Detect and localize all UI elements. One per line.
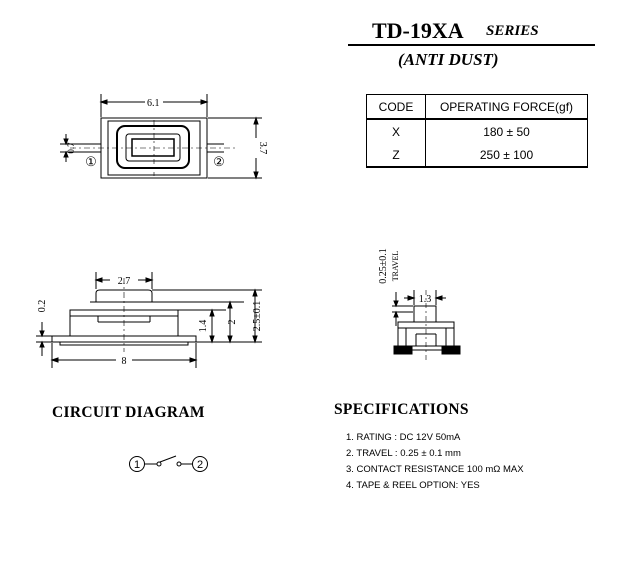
base-thickness-label: 0.2 bbox=[37, 299, 48, 313]
switch-symbol bbox=[130, 456, 208, 472]
top-height-label-side: 2 bbox=[227, 319, 238, 325]
travel-value-label: 0.25±0.1 bbox=[378, 248, 389, 284]
lead-width-label: 0.7 bbox=[66, 142, 76, 154]
travel-word-label: TRAVEL bbox=[391, 250, 400, 282]
subtitle-anti-dust: (ANTI DUST) bbox=[398, 50, 499, 69]
top-height-label: 3.7 bbox=[257, 141, 268, 155]
column-header-code: CODE bbox=[367, 95, 426, 120]
end-actuator-label: 1.3 bbox=[418, 294, 432, 305]
top-width-label: 6.1 bbox=[147, 98, 160, 109]
circuit-node-2: 2 bbox=[196, 459, 204, 471]
column-header-force: OPERATING FORCE(gf) bbox=[426, 95, 588, 120]
circuit-diagram-title: CIRCUIT DIAGRAM bbox=[52, 404, 205, 421]
code-cell: Z bbox=[367, 143, 426, 167]
force-cell: 180 ± 50 bbox=[426, 119, 588, 143]
overall-length-label: 8 bbox=[121, 356, 127, 367]
list-item: 4. TAPE & REEL OPTION: YES bbox=[346, 480, 480, 491]
list-item: 1. RATING : DC 12V 50mA bbox=[346, 432, 461, 443]
specifications-list bbox=[346, 430, 524, 494]
model-title: TD-19XA bbox=[372, 18, 464, 43]
terminal-1-label: ① bbox=[85, 154, 97, 169]
total-height-label: 2.5±0.1 bbox=[252, 300, 263, 332]
specifications-title: SPECIFICATIONS bbox=[334, 401, 469, 418]
code-cell: X bbox=[367, 119, 426, 143]
circuit-node-1: 1 bbox=[133, 459, 141, 471]
list-item: 3. CONTACT RESISTANCE 100 mΩ MAX bbox=[346, 464, 524, 475]
series-label: SERIES bbox=[486, 23, 539, 39]
terminal-2-label: ② bbox=[213, 154, 225, 169]
list-item: 2. TRAVEL : 0.25 ± 0.1 mm bbox=[346, 448, 461, 459]
actuator-width-label: 2.7 bbox=[117, 276, 131, 287]
body-height-label: 1.4 bbox=[198, 319, 209, 333]
force-cell: 250 ± 100 bbox=[426, 143, 588, 167]
